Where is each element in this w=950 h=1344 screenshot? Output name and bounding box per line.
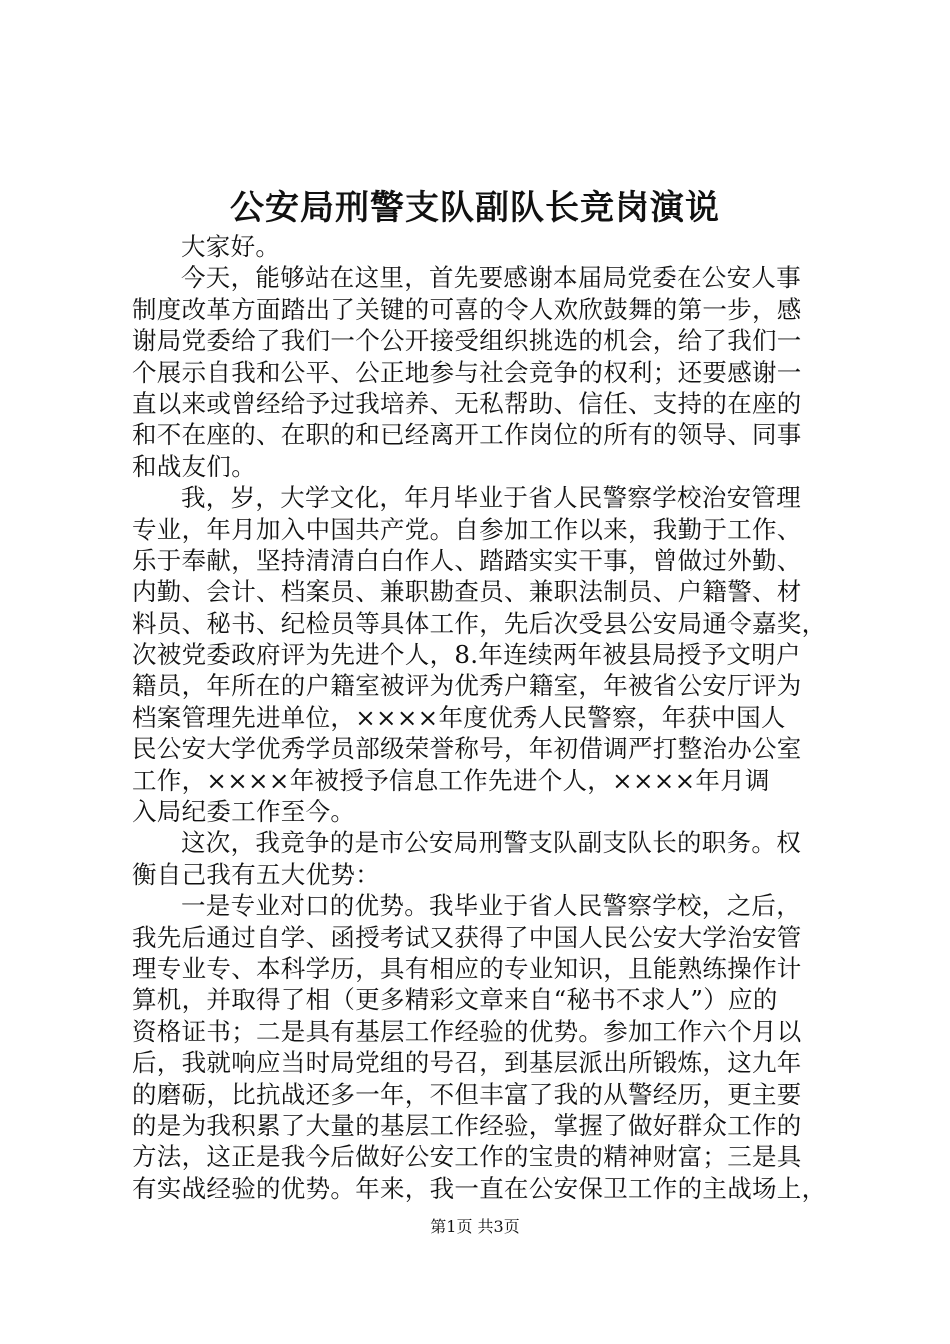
text-line: 有实战经验的优势。年来，我一直在公安保卫工作的主战场上， [132, 1173, 827, 1203]
text-line: 今天，能够站在这里，首先要感谢本届局党委在公安人事 [181, 263, 801, 293]
text-line: 谢局党委给了我们一个公开接受组织挑选的机会，给了我们一 [132, 326, 802, 356]
text-line: 这次，我竞争的是市公安局刑警支队副支队长的职务。权 [181, 828, 801, 858]
text-line: 后，我就响应当时局党组的号召，到基层派出所锻炼，这九年 [132, 1048, 802, 1078]
text-line: 方法，这正是我今后做好公安工作的宝贵的精神财富；三是具 [132, 1142, 802, 1172]
text-line: 制度改革方面踏出了关键的可喜的令人欢欣鼓舞的第一步，感 [132, 294, 802, 324]
text-line: 一是专业对口的优势。我毕业于省人民警察学校，之后， [181, 891, 801, 921]
text-line: 籍员，年所在的户籍室被评为优秀户籍室，年被省公安厅评为 [132, 671, 802, 701]
text-line: 乐于奉献，坚持清清白白作人、踏踏实实干事，曾做过外勤、 [132, 545, 802, 575]
page-footer: 第1页 共3页 [430, 1217, 520, 1236]
text-line: 工作，××××年被授予信息工作先进个人，××××年月调 [132, 765, 770, 795]
text-line: 和战友们。 [132, 451, 256, 481]
text-line: 专业，年月加入中国共产党。自参加工作以来，我勤于工作、 [132, 514, 802, 544]
text-line: 档案管理先进单位，××××年度优秀人民警察，年获中国人 [132, 702, 786, 732]
text-line: 的是为我积累了大量的基层工作经验，掌握了做好群众工作的 [132, 1110, 802, 1140]
text-line: 算机，并取得了相（更多精彩文章来自“秘书不求人”）应的 [132, 985, 778, 1015]
text-line: 理专业专、本科学历，具有相应的专业知识，且能熟练操作计 [132, 953, 802, 983]
text-line: 我先后通过自学、函授考试又获得了中国人民公安大学治安管 [132, 922, 802, 952]
text-line: 直以来或曾经给予过我培养、无私帮助、信任、支持的在座的 [132, 388, 802, 418]
document-body [132, 231, 832, 1204]
text-line: 民公安大学优秀学员部级荣誉称号，年初借调严打整治办公室 [132, 734, 802, 764]
document-title: 公安局刑警支队副队长竞岗演说 [230, 188, 720, 228]
text-line: 资格证书；二是具有基层工作经验的优势。参加工作六个月以 [132, 1016, 802, 1046]
text-line: 和不在座的、在职的和已经离开工作岗位的所有的领导、同事 [132, 420, 802, 450]
text-line: 的磨砺，比抗战还多一年，不但丰富了我的从警经历，更主要 [132, 1079, 802, 1109]
text-line: 次被党委政府评为先进个人，8.年连续两年被县局授予文明户 [132, 640, 801, 670]
text-line: 内勤、会计、档案员、兼职勘查员、兼职法制员、户籍警、材 [132, 577, 802, 607]
text-line: 我，岁，大学文化，年月毕业于省人民警察学校治安管理 [181, 483, 801, 513]
text-line: 大家好。 [181, 232, 281, 261]
text-line: 个展示自我和公平、公正地参与社会竞争的权利；还要感谢一 [132, 357, 802, 387]
text-line: 料员、秘书、纪检员等具体工作，先后次受县公安局通令嘉奖， [132, 608, 827, 638]
text-line: 入局纪委工作至今。 [132, 797, 356, 827]
text-line: 衡自己我有五大优势： [132, 859, 380, 889]
